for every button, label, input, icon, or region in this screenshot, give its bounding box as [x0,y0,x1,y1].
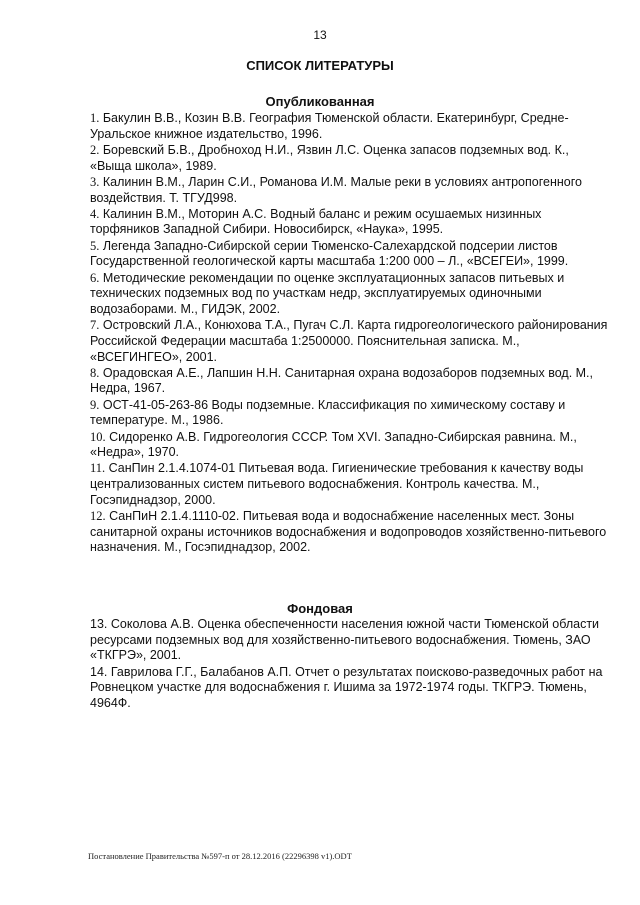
reference-number: 4. [90,206,100,221]
reference-text: Соколова А.В. Оценка обеспеченности населения южной части Тюменской области ресурсами подземных вод для хозяйственно-питьевого водоснабжения. Тюмень, ЗАО «ТКГРЭ», 2001. [90,617,600,663]
reference-item [90,207,610,238]
reference-number: 12. [90,509,106,524]
document-footer: Постановление Правительства №597-п от 28.12.2016 (22296398 v1).ODT [88,851,352,861]
reference-text: СанПиН 2.1.4.1110-02. Питьевая вода и водоснабжение населенных мест. Зоны санитарной охраны источников водоснабжения и водопроводов хозяйственно-питьевого назначения. М., Госэпиднадзор, 2002. [90,509,607,555]
reference-item [90,509,610,556]
reference-number: 13. [90,617,108,631]
reference-list-published [90,111,610,557]
reference-number: 1. [90,111,100,125]
reference-item [90,175,610,206]
reference-text: Боревский Б.В., Дробноход Н.И., Язвин Л.С. Оценка запасов подземных вод. К., «Выща школа», 1989. [90,142,569,173]
page-number: 13 [313,28,327,42]
reference-item [90,430,610,461]
reference-item [90,665,610,712]
section-heading-published: Опубликованная [265,94,375,109]
reference-text: Легенда Западно-Сибирской серии Тюменско-Салехардской подсерии листов Государственной геологической карты масштаба 1:200 000 – Л., «ВСЕГЕИ», 1999. [90,238,569,269]
reference-number: 7. [90,318,100,333]
reference-item [90,617,610,664]
reference-number: 6. [90,270,100,285]
reference-number: 2. [90,142,100,157]
reference-item [90,239,610,270]
reference-text: Методические рекомендации по оценке эксплуатационных запасов питьевых и технических подземных вод по участкам недр, эксплуатируемых одиночными водозаборами. М., ГИДЭК, 2002. [90,270,565,316]
reference-number: 10. [90,429,106,444]
reference-item [90,461,610,508]
reference-item [90,271,610,318]
reference-item [90,366,610,397]
page-title: СПИСОК ЛИТЕРАТУРЫ [246,58,394,73]
reference-text: Орадовская А.Е., Лапшин Н.Н. Санитарная охрана водозаборов подземных вод. М., Недра, 1967. [90,365,593,396]
reference-item [90,143,610,174]
section-heading-fund: Фондовая [287,601,353,616]
reference-text: Островский Л.А., Конюхова Т.А., Пугач С.Л. Карта гидрогеологического районирования Российской Федерации масштаба 1:2500000. Пояснительная записка. М., «ВСЕГИНГЕО», 2001. [90,318,608,364]
reference-number: 9. [90,397,100,412]
reference-number: 8. [90,365,100,380]
reference-text: Калинин В.М., Моторин А.С. Водный баланс и режим осушаемых низинных торфяников Западной Сибири. Новосибирск, «Наука», 1995. [90,206,542,237]
reference-number: 14. [90,664,108,679]
reference-list-fund [90,617,610,712]
reference-item [90,318,610,365]
reference-text: Калинин В.М., Ларин С.И., Романова И.М. Малые реки в условиях антропогенного воздействия. Т. ТГУД998. [90,174,582,205]
reference-number: 11. [90,461,106,476]
reference-number: 3. [90,174,100,189]
reference-text: ОСТ-41-05-263-86 Воды подземные. Классификация по химическому составу и температуре. М., 1986. [90,397,566,428]
reference-text: Гаврилова Г.Г., Балабанов А.П. Отчет о результатах поисково-разведочных работ на Ровнецком участке для водоснабжения г. Ишима за 1972-1974 годы. ТКГРЭ. Тюмень, 4964Ф. [90,664,603,711]
reference-text: СанПин 2.1.4.1074-01 Питьевая вода. Гигиенические требования к качеству воды централизованных систем питьевого водоснабжения. Контроль качества. М., Госэпиднадзор, 2000. [90,461,584,507]
reference-text: Сидоренко А.В. Гидрогеология СССР. Том XVI. Западно-Сибирская равнина. М., «Недра», 1970. [90,429,577,460]
reference-text: Бакулин В.В., Козин В.В. География Тюменской области. Екатеринбург, Средне-Уральское книжное издательство, 1996. [90,111,569,141]
reference-number: 5. [90,238,100,253]
reference-item [90,111,610,142]
reference-item [90,398,610,429]
